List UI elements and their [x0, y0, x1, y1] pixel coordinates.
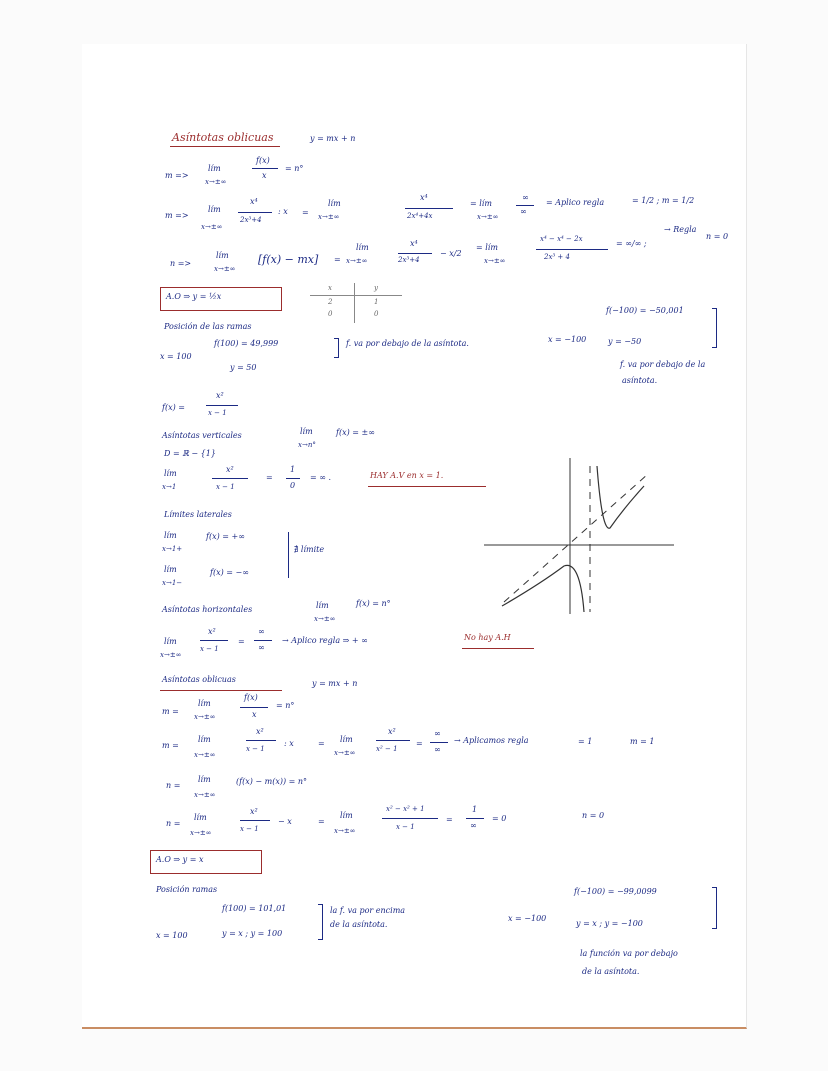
pos-note-right: asíntota. [622, 376, 658, 385]
frac-line [200, 640, 228, 641]
lim-label: lím [164, 469, 177, 478]
m-lead: m => [165, 171, 189, 180]
frac-num: x² [216, 391, 224, 400]
frac-line [206, 405, 238, 406]
pos-y-right: y = −50 [608, 337, 642, 346]
pos-note-left: la f. va por encima [330, 906, 406, 915]
eq-lim: = lím [470, 199, 492, 208]
pos-y-left: y = x ; y = 100 [222, 929, 283, 938]
n-lead: n => [170, 259, 192, 268]
lim-sub: x→±∞ [314, 615, 336, 623]
bracket [712, 887, 717, 929]
n-expr: (f(x) − m(x)) = n° [236, 777, 308, 786]
eq: = [302, 208, 309, 217]
rule-note: → Regla [664, 225, 697, 234]
div-op: : x [278, 207, 288, 216]
lim-sub: x→±∞ [484, 257, 506, 265]
table-cell: 2 [328, 298, 333, 306]
lim-sub: x→±∞ [194, 791, 216, 799]
asymptote-text: A.O ⇒ y = x [156, 855, 204, 864]
lim-sub: x→±∞ [190, 829, 212, 837]
frac-num: x⁴ − x⁴ − 2x [540, 235, 583, 243]
oblique-asymptote [504, 474, 648, 602]
frac-line [376, 740, 410, 741]
pos-f-left: f(100) = 101,01 [222, 904, 287, 913]
lim-label: lím [300, 427, 313, 436]
pos-f-left: f(100) = 49,999 [214, 339, 279, 348]
frac-num: 1 [472, 805, 478, 814]
frac-den: ∞ [470, 821, 477, 830]
frac-num: x² [208, 627, 216, 636]
frac-num: x² [226, 465, 234, 474]
function-lead: f(x) = [162, 403, 185, 412]
frac-line [536, 249, 608, 250]
n-result-expr: = ∞/∞ ; [616, 239, 647, 248]
frac-line [430, 742, 448, 743]
horizontal-note: No hay A.H [464, 633, 511, 642]
frac-num: ∞ [434, 729, 441, 738]
m-result: = n° [285, 164, 304, 173]
line-formula: y = mx + n [310, 134, 356, 143]
frac-num: x² [388, 727, 396, 736]
lim-label: lím [198, 699, 211, 708]
n-lead: n = [166, 819, 181, 828]
section-title-oblique: Asíntotas oblicuas [172, 131, 274, 144]
eq: = [416, 739, 423, 748]
asymptote-sketch [478, 452, 678, 622]
note-underline [368, 486, 486, 487]
oblique-title: Asíntotas oblicuas [162, 675, 236, 684]
frac-line [212, 478, 248, 479]
m-lead-2: m => [165, 211, 189, 220]
table-vline [354, 283, 355, 323]
lim-label: lím [164, 531, 177, 540]
horizontal-title: Asíntotas horizontales [162, 605, 253, 614]
frac-line [254, 640, 272, 641]
n-bracket: [f(x) − mx] [258, 253, 319, 266]
positions-title: Posición de las ramas [164, 322, 252, 331]
brace [288, 532, 289, 578]
no-limit-note: ∄ límite [294, 545, 325, 554]
m-lead: m = [162, 741, 179, 750]
line-formula: y = mx + n [312, 679, 358, 688]
vertical-title: Asíntotas verticales [162, 431, 242, 440]
frac-num: x⁴ [250, 197, 258, 206]
frac-den: ∞ [258, 643, 265, 652]
pos-f-right: f(−100) = −50,001 [606, 306, 684, 315]
frac-line [516, 205, 534, 206]
frac-num: x² − x² + 1 [386, 805, 425, 813]
positions-title: Posición ramas [156, 885, 218, 894]
lim-label: lím [356, 243, 369, 252]
n-result: n = 0 [706, 232, 729, 241]
pos-y-left: y = 50 [230, 363, 257, 372]
lim-label: lím [164, 565, 177, 574]
table-head-y: y [374, 284, 378, 292]
lim-sub: x→±∞ [205, 178, 227, 186]
lim-sub: x→±∞ [318, 213, 340, 221]
pos-note-right: f. va por debajo de la [620, 360, 706, 369]
frac-den: x − 1 [216, 483, 235, 491]
rule-note: → Aplico regla ⇒ + ∞ [282, 636, 368, 645]
div-op: : x [284, 739, 294, 748]
lim-sub: x→±∞ [334, 749, 356, 757]
bracket [712, 308, 717, 348]
frac-den: x² − 1 [376, 745, 398, 753]
lim-sub: x→1+ [162, 545, 183, 553]
minus-term: − x/2 [440, 249, 462, 258]
frac-line [240, 820, 270, 821]
frac-den: x − 1 [240, 825, 259, 833]
frac-den: x [252, 710, 257, 719]
pos-x-left: x = 100 [160, 352, 192, 361]
lim-sub: x→±∞ [346, 257, 368, 265]
eq: = [318, 739, 325, 748]
frac-num: ∞ [522, 193, 529, 202]
lim-label: lím [198, 775, 211, 784]
m-lead: m = [162, 707, 179, 716]
lim-label: lím [340, 811, 353, 820]
calc-result: = ∞ . [310, 473, 331, 482]
branch-right [597, 466, 644, 528]
frac-num: x⁴ [410, 239, 418, 248]
frac-den: x − 1 [208, 409, 227, 417]
lim-sub: x→±∞ [201, 223, 223, 231]
frac-den: 0 [290, 481, 296, 490]
frac-num: x² [250, 807, 258, 816]
lim-sub: x→±∞ [334, 827, 356, 835]
m-result: = n° [276, 701, 295, 710]
lim-label: lím [194, 813, 207, 822]
lateral-title: Límites laterales [164, 510, 232, 519]
lim-label: lím [328, 199, 341, 208]
lim-eq: f(x) = ±∞ [336, 428, 375, 437]
frac-num: f(x) [256, 156, 270, 165]
table-cell: 1 [374, 298, 379, 306]
frac-num: ∞ [258, 627, 265, 636]
eq: = [446, 815, 453, 824]
lim-label: lím [198, 735, 211, 744]
pos-note-left: de la asíntota. [330, 920, 388, 929]
pos-x-right: x = −100 [508, 914, 547, 923]
title-underline [170, 146, 280, 147]
frac-den: 2x³+4 [398, 256, 420, 264]
n-lead: n = [166, 781, 181, 790]
pos-x-right: x = −100 [548, 335, 587, 344]
table-hline [310, 295, 402, 296]
lim-label: lím [208, 205, 221, 214]
m-final: m = 1 [630, 737, 655, 746]
note-underline [462, 648, 534, 649]
frac-num: x⁴ [420, 193, 428, 202]
pos-f-right: f(−100) = −99,0099 [574, 887, 657, 896]
vertical-note: HAY A.V en x = 1. [370, 471, 444, 480]
pos-note-left: f. va por debajo de la asíntota. [346, 339, 469, 348]
frac-line [252, 168, 278, 169]
lim-label: lím [316, 601, 329, 610]
lim-label: lím [216, 251, 229, 260]
lim-sub: x→±∞ [214, 265, 236, 273]
frac-line [405, 208, 453, 209]
n-final: n = 0 [582, 811, 605, 820]
frac-line [286, 478, 300, 479]
frac-den: x [262, 171, 267, 180]
value-table [310, 283, 402, 323]
m-result: = 1/2 ; m = 1/2 [632, 196, 695, 205]
lim-sub: x→±∞ [194, 751, 216, 759]
domain: D = ℝ − {1} [164, 449, 216, 458]
frac-den: ∞ [520, 207, 527, 216]
frac-den: 2x⁴+4x [407, 212, 433, 220]
eq: = [334, 255, 341, 264]
lateral-val: f(x) = −∞ [210, 568, 249, 577]
pos-note-right: la función va por debajo [580, 949, 678, 958]
eq: = [266, 473, 273, 482]
lim-label: lím [208, 164, 221, 173]
bracket [334, 338, 339, 358]
title-underline [160, 690, 282, 691]
lim-sub: x→1− [162, 579, 183, 587]
rule-note: → Aplicamos regla [454, 736, 529, 745]
pos-note-right: de la asíntota. [582, 967, 640, 976]
frac-line [466, 818, 484, 819]
frac-den: x − 1 [200, 645, 219, 653]
frac-den: x − 1 [246, 745, 265, 753]
lateral-val: f(x) = +∞ [206, 532, 245, 541]
frac-line [382, 818, 438, 819]
table-head-x: x [328, 284, 332, 292]
pos-x-left: x = 100 [156, 931, 188, 940]
n-result: = 0 [492, 814, 507, 823]
lim-eq: f(x) = n° [356, 599, 391, 608]
minus-term: − x [278, 817, 292, 826]
lim-sub: x→1 [162, 483, 177, 491]
frac-den: 2x³+4 [240, 216, 262, 224]
m-result: = 1 [578, 737, 593, 746]
frac-num: 1 [290, 465, 296, 474]
frac-num: x² [256, 727, 264, 736]
lim-sub: x→±∞ [477, 213, 499, 221]
frac-line [240, 707, 268, 708]
frac-num: f(x) [244, 693, 258, 702]
frac-den: 2x³ + 4 [544, 253, 570, 261]
bracket [318, 904, 323, 940]
frac-den: x − 1 [396, 823, 415, 831]
eq: = [318, 817, 325, 826]
eq-lim: = lím [476, 243, 498, 252]
eq: = [238, 637, 245, 646]
frac-line [238, 212, 272, 213]
lim-label: lím [340, 735, 353, 744]
frac-line [246, 740, 276, 741]
lim-sub: x→±∞ [194, 713, 216, 721]
lim-sub: x→n° [298, 441, 316, 449]
table-cell: 0 [328, 310, 333, 318]
table-cell: 0 [374, 310, 379, 318]
pos-y-right: y = x ; y = −100 [576, 919, 643, 928]
branch-left [502, 565, 584, 612]
asymptote-text: A.O ⇒ y = ½x [166, 292, 222, 301]
frac-line [398, 253, 432, 254]
lim-sub: x→±∞ [160, 651, 182, 659]
frac-den: ∞ [434, 745, 441, 754]
rule-note: = Aplico regla [546, 198, 605, 207]
lim-label: lím [164, 637, 177, 646]
